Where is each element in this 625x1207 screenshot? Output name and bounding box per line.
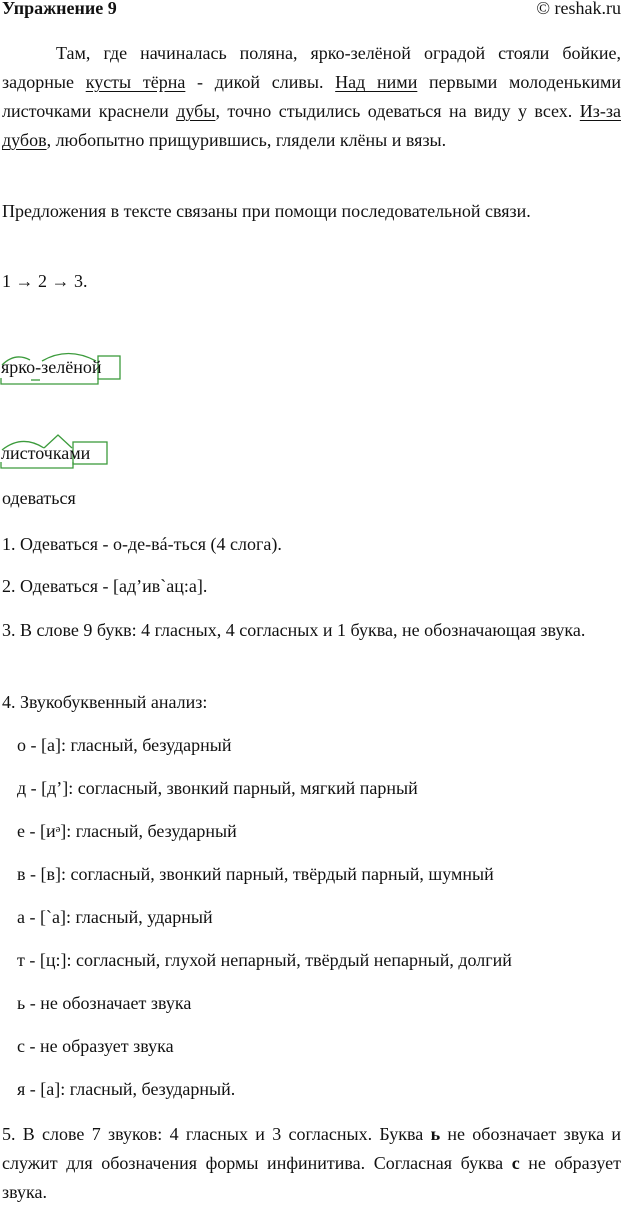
sentence-3-end: , любопытно прищурившись, глядели клёны и вязы. — [46, 130, 447, 150]
analysis-row: с - не образует звука — [17, 1036, 174, 1056]
item-3: 3. В слове 9 букв: 4 гласных, 4 согласных и 1 буква, не обозначающая звука. — [2, 620, 586, 640]
analysis-word: одеваться — [2, 488, 76, 508]
item-1: 1. Одеваться - о-де-вá-ться (4 слога). — [2, 534, 282, 554]
exercise-title: Упражнение 9 — [2, 0, 117, 18]
analysis-row: я - [а]: гласный, безударный. — [17, 1079, 236, 1099]
bold-letter-soft-sign: ь — [430, 1124, 441, 1144]
item-5-part-1: 5. В слове 7 звуков: 4 гласных и 3 согласных. Буква — [2, 1124, 431, 1144]
stem-bracket-1 — [1, 378, 98, 384]
sentence-1-start: Там, где начиналась поляна, ярко-зелёной оградой стояли бойкие, задорные — [2, 43, 621, 92]
connection-text: Предложения в тексте связаны при помощи последовательной связи. — [2, 201, 531, 221]
morph-ending-ami: ами — [61, 443, 91, 463]
morph-root-yark: ярк — [1, 357, 27, 377]
bold-letter-s: с — [511, 1153, 520, 1173]
item-5-part-2: не обозначает звука и служит для обозначения формы инфинитива. Согласная буква — [2, 1124, 622, 1173]
item-5-part-3: не образует звука. — [2, 1153, 621, 1202]
analysis-row: о - [а]: гласный, безударный — [17, 735, 232, 755]
analysis-row: е - [иᵊ]: гласный, безударный — [17, 821, 237, 841]
underlined-iz-za-dubov: Из-за дубов — [2, 101, 621, 150]
analysis-row: а - [`а]: гласный, ударный — [17, 907, 213, 927]
item-4: 4. Звукобуквенный анализ: — [2, 692, 208, 712]
sentence-1-end: - дикой сливы. — [185, 72, 336, 92]
morph-stem-listochk: листочк — [1, 443, 62, 463]
analysis-row: ь - не обозначает звука — [17, 993, 192, 1013]
underlined-duby: дубы — [176, 101, 216, 121]
morph-interfix-o: о — [26, 357, 36, 377]
sentence-2-end: , точно стыдились одеваться на виду у всех. — [215, 101, 580, 121]
underlined-kusty-terna: кусты тёрна — [85, 72, 186, 92]
item-5 — [2, 1120, 621, 1207]
analysis-row: т - [ц:]: согласный, глухой непарный, твёрдый непарный, долгий — [17, 950, 512, 970]
exercise-text — [2, 39, 621, 155]
morpheme-parse-yarko-zelenoy — [0, 348, 130, 398]
sentence-scheme: 1 → 2 → 3. — [2, 271, 88, 291]
analysis-row: д - [д’]: согласный, звонкий парный, мягкий парный — [17, 778, 418, 798]
analysis-row: в - [в]: согласный, звонкий парный, твёрдый парный, шумный — [17, 864, 494, 884]
morph-root-zelen: -зелён — [35, 357, 83, 377]
underlined-nad-nimi: Над ними — [335, 72, 418, 92]
morph-ending-oy: ой — [82, 357, 102, 377]
item-2: 2. Одеваться - [ад’ив`ац:а]. — [2, 576, 208, 596]
site-credit: © reshak.ru — [536, 0, 621, 18]
morpheme-parse-listochkami — [0, 428, 120, 478]
sentence-2-middle: первыми молоденькими листочками краснели — [2, 72, 622, 121]
